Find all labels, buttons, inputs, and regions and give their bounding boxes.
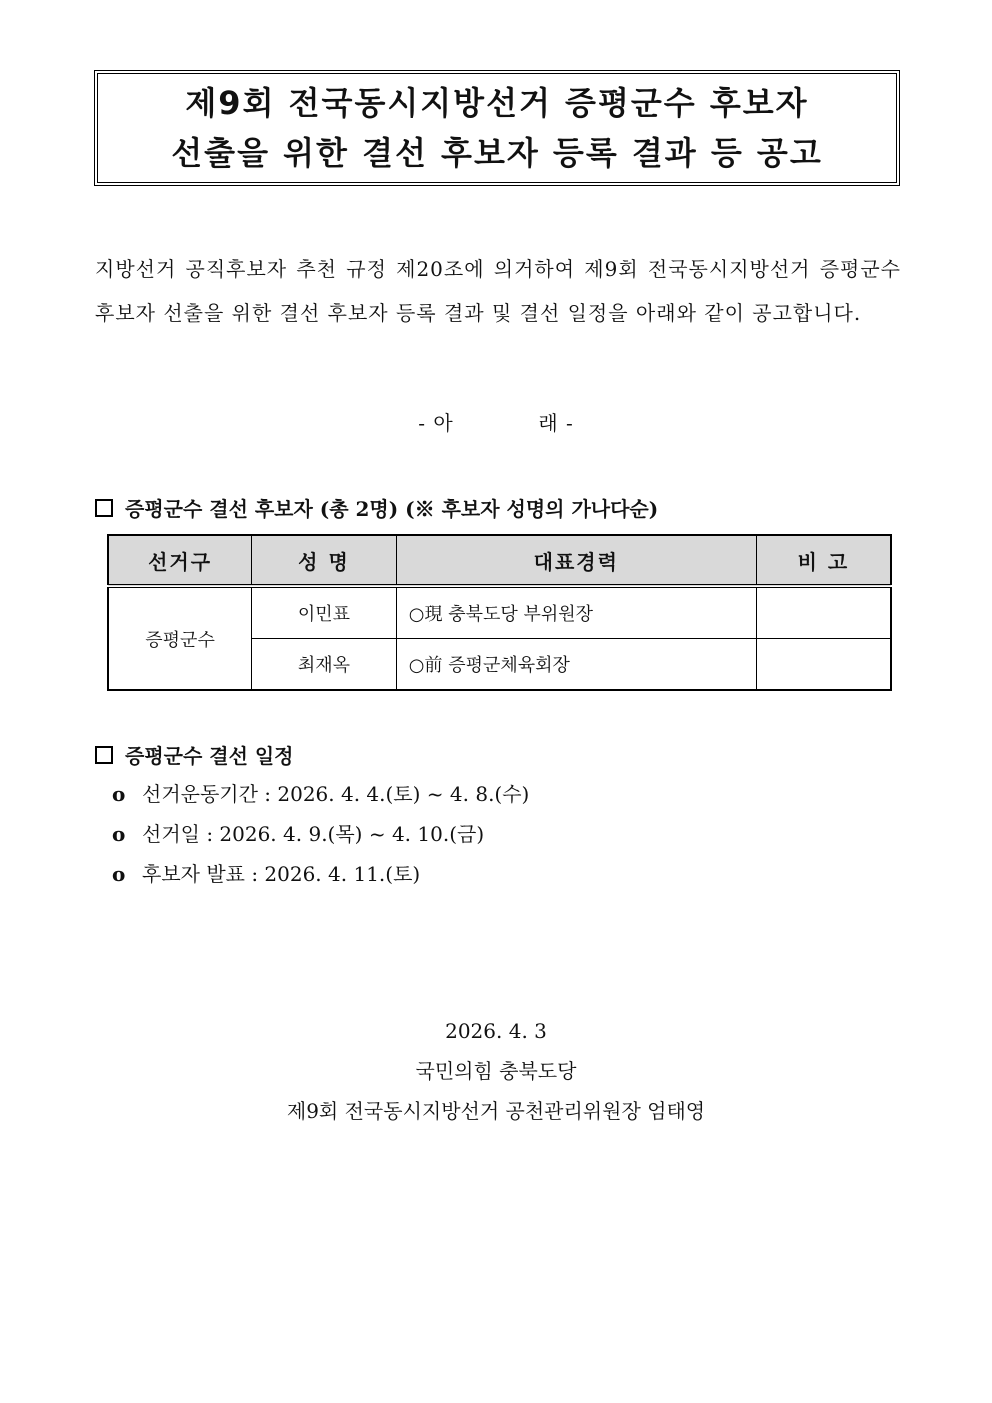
table-header-row [108, 535, 891, 586]
candidates-heading-text: 증평군수 결선 후보자 (총 2명) (※ 후보자 성명의 가나다순) [125, 497, 659, 521]
col-header-district: 선거구 [108, 535, 252, 586]
separator-left: - 아 [418, 411, 454, 435]
candidate-name: 최재옥 [252, 639, 397, 691]
candidate-career: ○現 충북도당 부위원장 [396, 586, 756, 639]
footer-org: 국민의힘 충북도당 [415, 1059, 577, 1083]
list-item [112, 780, 529, 820]
intro-paragraph: 지방선거 공직후보자 추천 규정 제20조에 의거하여 제9회 전국동시지방선거 증평군수 후보자 선출을 위한 결선 후보자 등록 결과 및 결선 일정을 아래와 같이 공고합니다. [95, 257, 901, 325]
list-item [112, 820, 529, 860]
col-header-name: 성 명 [252, 535, 397, 586]
candidates-heading [95, 493, 658, 522]
col-header-note: 비 고 [756, 535, 891, 586]
circle-bullet-icon: o [112, 862, 126, 886]
table-row [108, 586, 891, 639]
title-line-2: 선출을 위한 결선 후보자 등록 결과 등 공고 [171, 134, 823, 172]
footer-date: 2026. 4. 3 [445, 1019, 547, 1043]
candidate-name: 이민표 [252, 586, 397, 639]
title-box [94, 70, 900, 186]
square-bullet-icon [95, 499, 113, 517]
circle-bullet-icon: o [112, 782, 126, 806]
district-cell: 증평군수 [108, 586, 252, 690]
candidates-table [107, 534, 892, 691]
schedule-item-text: 선거운동기간 : 2026. 4. 4.(토) ~ 4. 8.(수) [142, 782, 530, 806]
col-header-career: 대표경력 [396, 535, 756, 586]
schedule-item-text: 후보자 발표 : 2026. 4. 11.(토) [142, 862, 421, 886]
candidate-note [756, 639, 891, 691]
title-inner-border [97, 73, 897, 183]
footer-signer: 제9회 전국동시지방선거 공천관리위원장 엄태영 [286, 1099, 706, 1123]
candidate-note [756, 586, 891, 639]
separator [0, 407, 992, 436]
candidate-career: ○前 증평군체육회장 [396, 639, 756, 691]
schedule-item-text: 선거일 : 2026. 4. 9.(목) ~ 4. 10.(금) [142, 822, 485, 846]
circle-bullet-icon: o [112, 822, 126, 846]
schedule-list [112, 780, 529, 900]
square-bullet-icon [95, 746, 113, 764]
footer [0, 1016, 992, 1136]
schedule-heading-text: 증평군수 결선 일정 [125, 744, 294, 768]
separator-right: 래 - [538, 411, 574, 435]
title-line-1: 제9회 전국동시지방선거 증평군수 후보자 [185, 84, 809, 122]
schedule-heading [95, 740, 294, 769]
list-item [112, 860, 529, 900]
